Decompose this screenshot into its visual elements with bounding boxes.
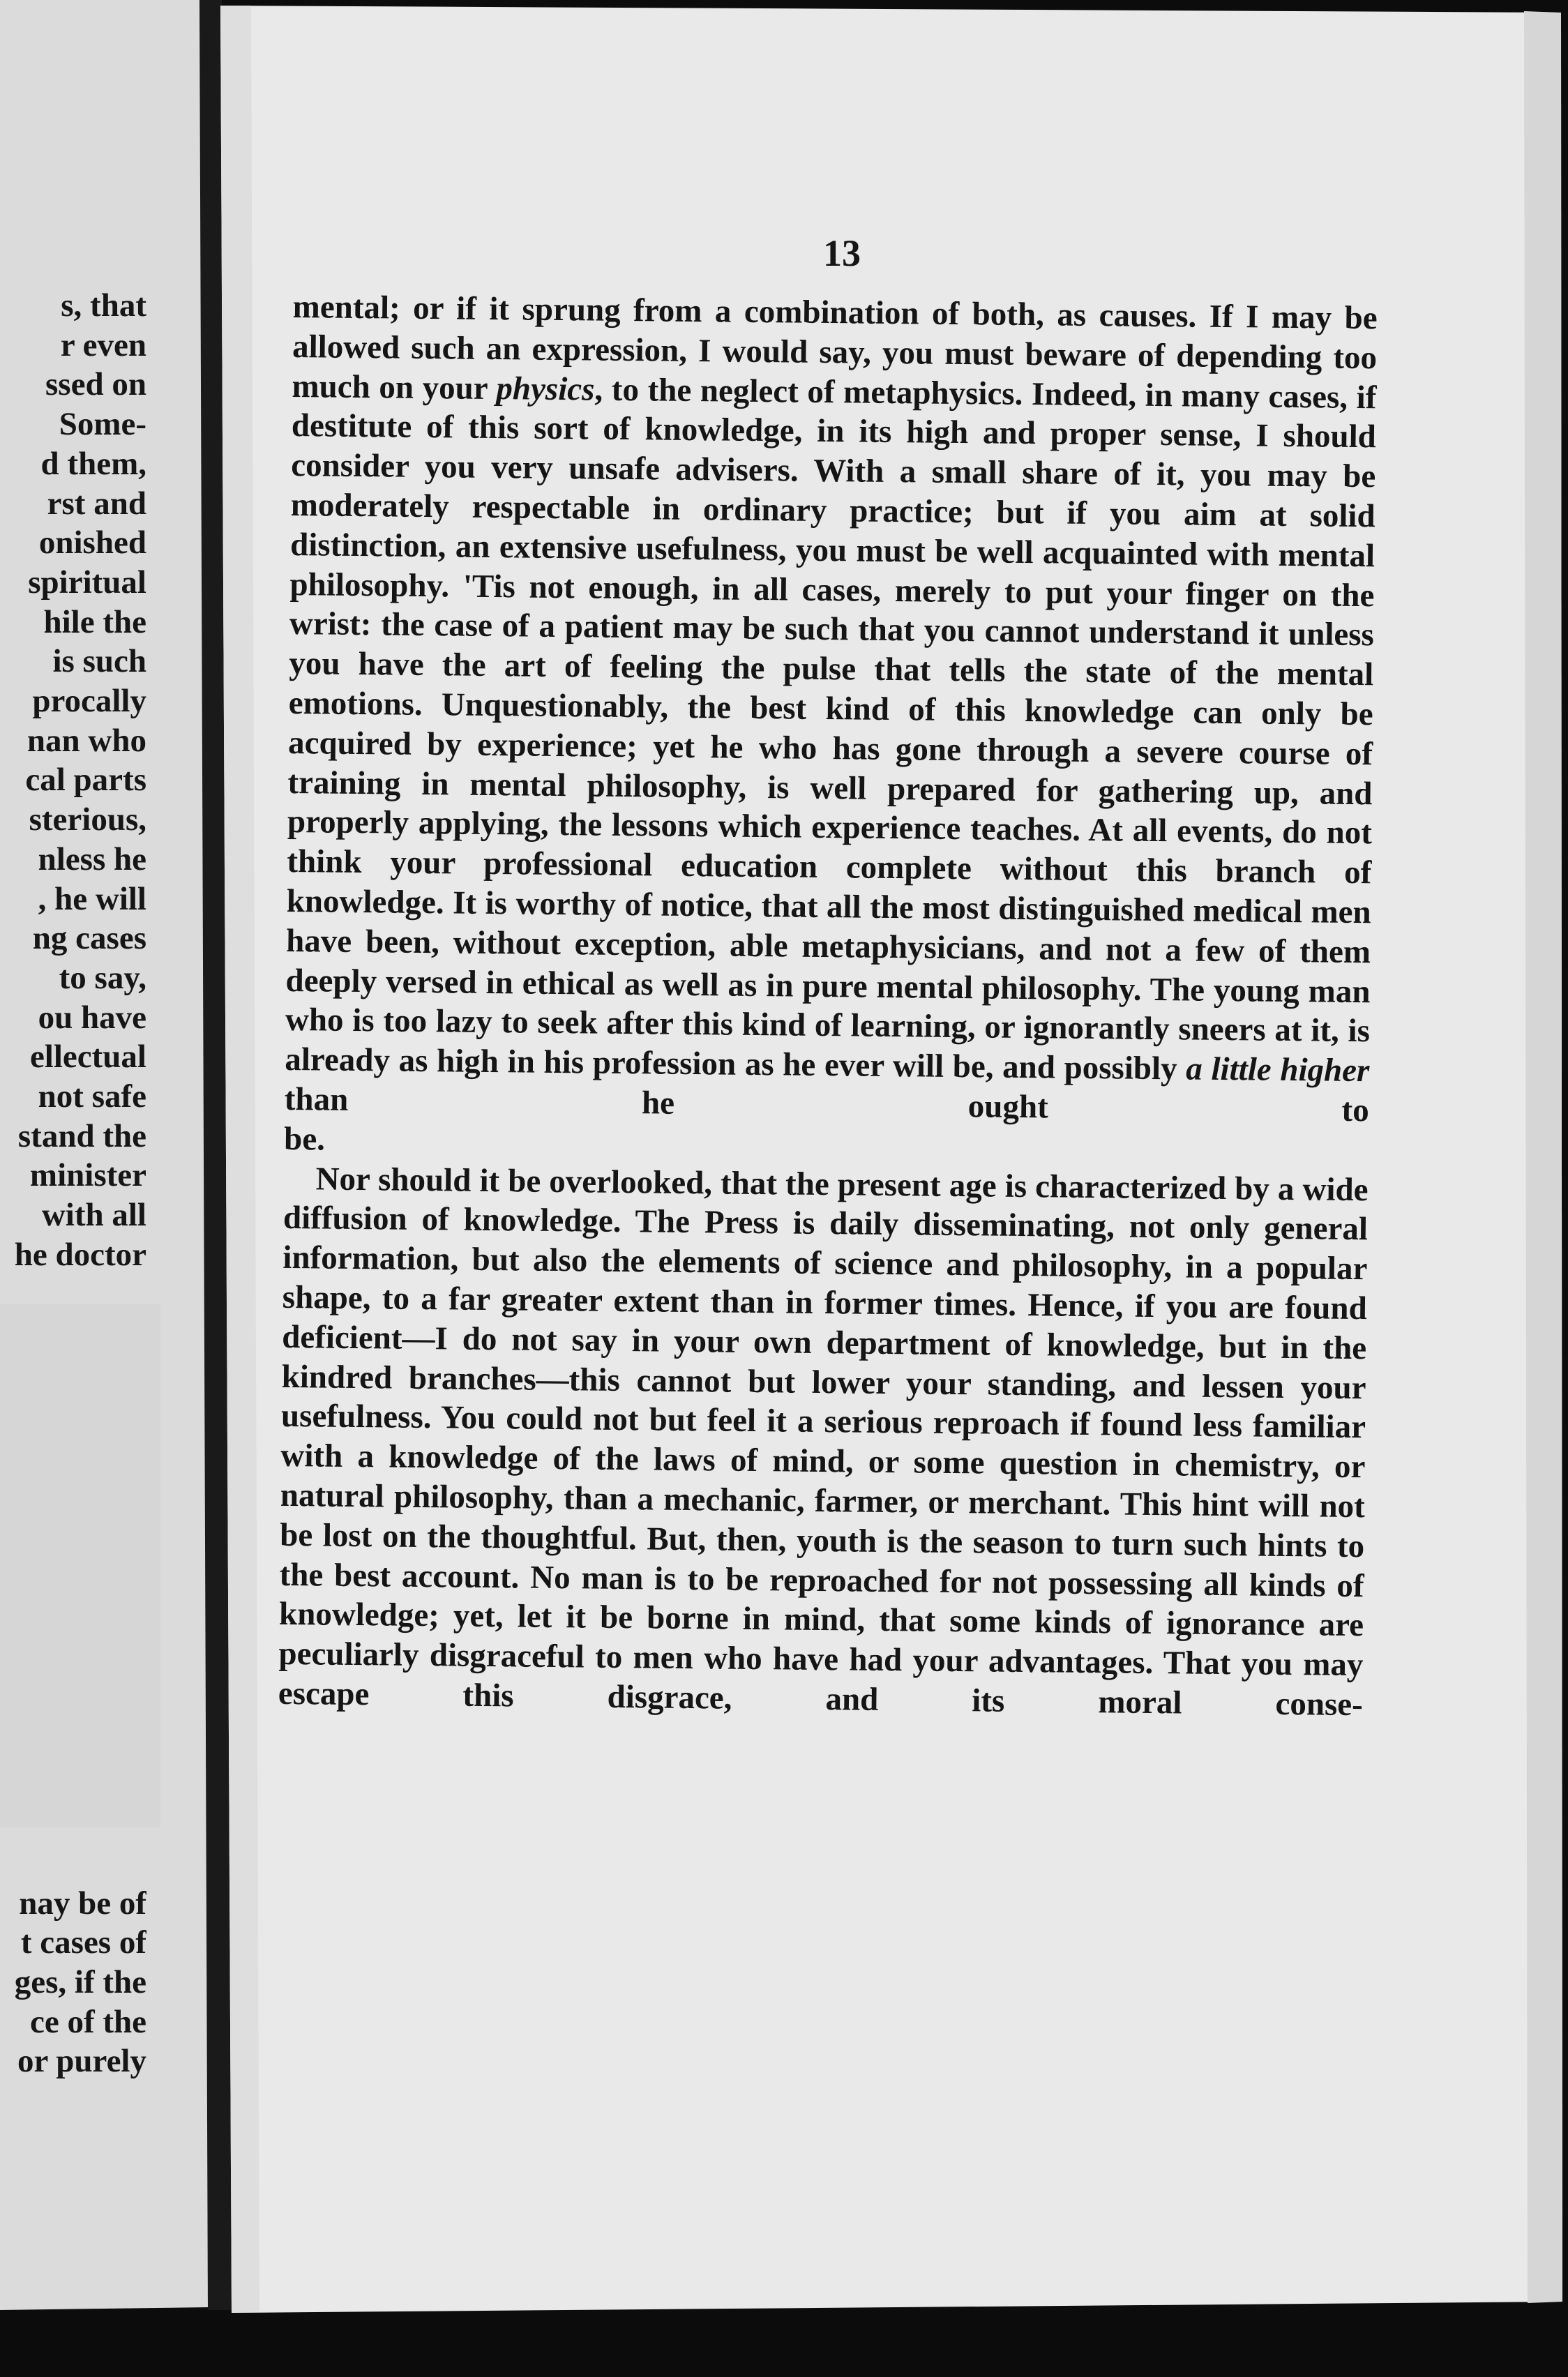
left-page-line: cal parts (25, 762, 146, 799)
paragraph-1-last-line: be. (283, 1120, 326, 1158)
left-page-line: t cases of (20, 1924, 146, 1961)
left-page-line: hile the (43, 603, 146, 640)
left-page-line: , he will (38, 880, 146, 917)
left-page-line: to say, (59, 959, 146, 996)
paragraph-1-text: mental; or if it sprung from a combination of both, as causes. If I may be allowed such an expression, I would say, you must beware of depending too much on your (292, 288, 1378, 407)
paragraph-1-text: , to the neglect of metaphysics. Indeed, in many cases, if destitute of this sort of knowledge, in its high and proper sense, I should consider you very unsafe advisers. With a small share of it, you may be moderately respectable in ordinary practice; but if you aim at solid distinction, an extensive usefulness, you must be well acquainted with mental philosophy. 'Tis not enough, in all cases, merely to put your finger on the wrist: the case of a patient may be such that you cannot understand it unless you have the art of feeling the pulse that tells the state of the mental emotions. Unquestionably, the best kind of this knowledge can only be acquired by experience; yet he who has gone through a severe course of training in mental philosophy, is well prepared for gathering up, and properly applying, the lessons which experience teaches. At all events, do not think your professional education complete without this branch of knowledge. It is worthy of notice, that all the most distinguished medical men have been, without exception, able metaphysicians, and not a few of them deeply versed in ethical as well as in pure mental philosophy. The young man who is too lazy to seek after this kind of learning, or ignorantly sneers at it, is already as high in his profession as he ever will be, and possibly (285, 371, 1377, 1087)
left-page-line: nan who (27, 722, 146, 759)
left-page-line: ng cases (32, 920, 146, 957)
left-page-line: ce of the (29, 2003, 146, 2040)
left-page-line: sterious, (29, 801, 146, 838)
body-text (278, 287, 1378, 1725)
left-page-line: not safe (38, 1078, 146, 1115)
paragraph-2: Nor should it be overlooked, that the present age is characterized by a wide diffusion of knowledge. The Press is daily disseminating, not only general information, but also the elements of science and philosophy, in a popular shape, to a far greater extent than in former times. Hence, if you are found deficient—I do not say in your own department of knowledge, but in the kindred branches—this cannot but lower your standing, and lessen your usefulness. You could not but feel it a serious reproach if found less familiar with a knowledge of the laws of mind, or some question in chemistry, or natural philosophy, than a mechanic, farmer, or merchant. This hint will not be lost on the thoughtful. But, then, youth is the season to turn such hints to the best account. No man is to be reproached for not possessing all kinds of knowledge; yet, let it be borne in mind, that some kinds of ignorance are peculiarly disgraceful to men who have had your advantages. That you may escape this disgrace, and its moral conse- (278, 1160, 1369, 1723)
left-page-line: nay be of (19, 1885, 146, 1922)
left-page-line: d them, (40, 445, 146, 482)
left-page-line: onished (38, 525, 146, 561)
left-page-line: nless he (38, 840, 146, 877)
paragraph-1 (284, 287, 1378, 1170)
left-page-line: rst and (47, 485, 146, 522)
left-page-line: Some- (59, 406, 146, 443)
left-page-line: he doctor (14, 1236, 146, 1273)
left-page-line: spiritual (28, 564, 146, 601)
left-page-fragment-column (0, 286, 146, 2081)
emphasis-little-higher: a little higher (1186, 1050, 1370, 1089)
left-page-line: ges, if the (14, 1963, 146, 2000)
left-page-faded-area (0, 1275, 146, 1884)
left-page-line: r even (60, 326, 146, 363)
left-page-line: is such (52, 643, 146, 680)
emphasis-physics: physics (496, 370, 595, 408)
left-page-line: minister (29, 1157, 146, 1194)
page-number: 13 (823, 232, 861, 274)
left-page-line: ellectual (29, 1039, 146, 1076)
left-page-line: procally (32, 683, 146, 720)
left-page-line: or purely (17, 2043, 146, 2080)
left-page-line: ou have (38, 999, 146, 1036)
left-page-line: with all (41, 1197, 146, 1234)
paragraph-1-text: than he ought to (284, 1080, 1369, 1129)
left-page-line: s, that (61, 287, 146, 324)
left-page-line: ssed on (45, 366, 146, 403)
left-page-line: stand the (17, 1117, 146, 1154)
